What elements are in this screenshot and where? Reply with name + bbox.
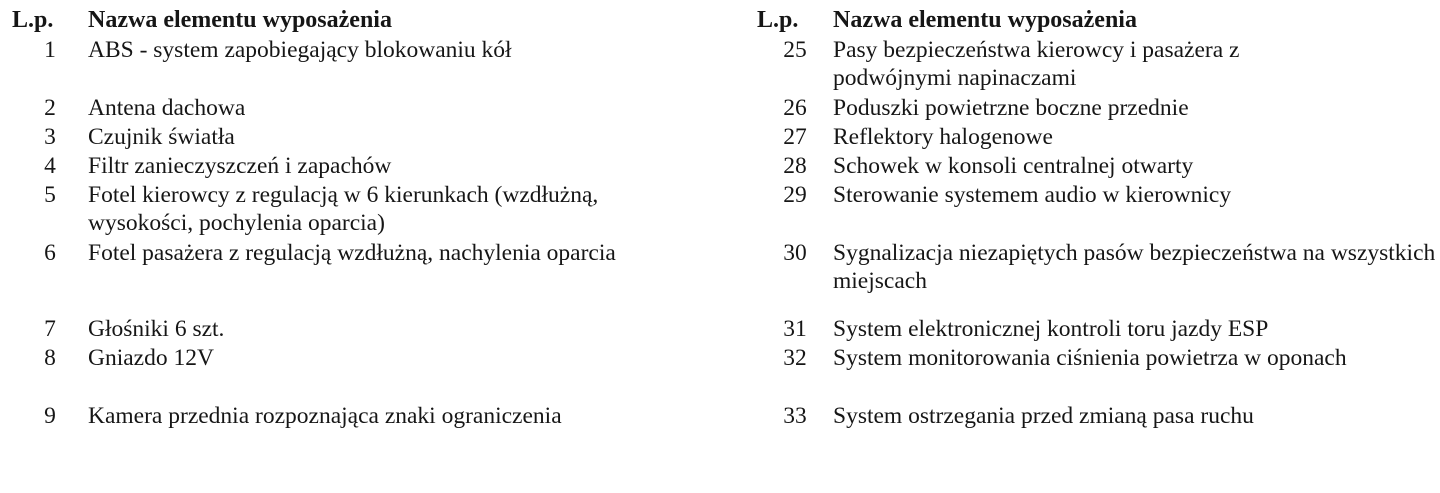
equipment-name: Kamera przednia rozpoznająca znaki ograniczenia xyxy=(88,403,562,429)
row-number: 28 xyxy=(783,153,807,179)
equipment-name: Filtr zanieczyszczeń i zapachów xyxy=(88,153,392,179)
row-number: 4 xyxy=(44,153,56,179)
row-number: 32 xyxy=(783,345,807,371)
equipment-table-right xyxy=(757,6,1440,431)
row-number: 30 xyxy=(783,240,807,266)
row-number: 5 xyxy=(44,182,56,208)
row-number: 6 xyxy=(44,240,56,266)
row-number: 31 xyxy=(783,316,807,342)
table-row xyxy=(12,402,712,431)
table-row xyxy=(757,344,1440,402)
table-row xyxy=(757,402,1440,431)
table-row xyxy=(757,36,1440,94)
row-number: 7 xyxy=(44,316,56,342)
table-row xyxy=(757,123,1440,152)
table-row xyxy=(757,239,1440,315)
equipment-name: System monitorowania ciśnienia powietrza w oponach xyxy=(833,345,1347,371)
row-number: 25 xyxy=(783,37,807,63)
row-number: 33 xyxy=(783,403,807,429)
table-row xyxy=(12,152,712,181)
equipment-table-left xyxy=(12,6,712,431)
table-row xyxy=(12,181,712,239)
table-row xyxy=(12,94,712,123)
equipment-name: Antena dachowa xyxy=(88,95,246,121)
equipment-name: Fotel kierowcy z regulacją w 6 kierunkach (wzdłużną, wysokości, pochylenia oparcia) xyxy=(88,182,599,236)
equipment-name: Głośniki 6 szt. xyxy=(88,316,225,342)
row-number: 29 xyxy=(783,182,807,208)
equipment-name: Czujnik światła xyxy=(88,124,235,150)
row-number: 3 xyxy=(44,124,56,150)
table-row xyxy=(12,36,712,94)
equipment-name: Fotel pasażera z regulacją wzdłużną, nachylenia oparcia xyxy=(88,240,616,266)
table-row xyxy=(757,315,1440,344)
row-number: 26 xyxy=(783,95,807,121)
row-number: 1 xyxy=(44,37,56,63)
equipment-name: System elektronicznej kontroli toru jazdy ESP xyxy=(833,316,1269,342)
table-header xyxy=(12,6,712,34)
row-number: 2 xyxy=(44,95,56,121)
table-row xyxy=(757,152,1440,181)
equipment-name: Reflektory halogenowe xyxy=(833,124,1053,150)
name-header: Nazwa elementu wyposażenia xyxy=(833,7,1137,33)
row-number: 27 xyxy=(783,124,807,150)
equipment-name: System ostrzegania przed zmianą pasa ruchu xyxy=(833,403,1254,429)
equipment-name: Sterowanie systemem audio w kierownicy xyxy=(833,182,1232,208)
row-number: 9 xyxy=(44,403,56,429)
table-header xyxy=(757,6,1440,34)
lp-header: L.p. xyxy=(757,7,799,33)
equipment-name: Schowek w konsoli centralnej otwarty xyxy=(833,153,1194,179)
row-number: 8 xyxy=(44,345,56,371)
table-row xyxy=(12,123,712,152)
table-row xyxy=(12,315,712,344)
equipment-name: ABS - system zapobiegający blokowaniu kół xyxy=(88,37,512,63)
table-row xyxy=(12,344,712,402)
table-row xyxy=(12,239,712,315)
equipment-name: Poduszki powietrzne boczne przednie xyxy=(833,95,1189,121)
equipment-name: Pasy bezpieczeństwa kierowcy i pasażera z podwójnymi napinaczami xyxy=(833,37,1240,91)
lp-header: L.p. xyxy=(12,7,54,33)
equipment-name: Sygnalizacja niezapiętych pasów bezpieczeństwa na wszystkich miejscach xyxy=(833,240,1436,294)
name-header: Nazwa elementu wyposażenia xyxy=(88,7,392,33)
table-row xyxy=(757,181,1440,239)
table-row xyxy=(757,94,1440,123)
equipment-name: Gniazdo 12V xyxy=(88,345,214,371)
